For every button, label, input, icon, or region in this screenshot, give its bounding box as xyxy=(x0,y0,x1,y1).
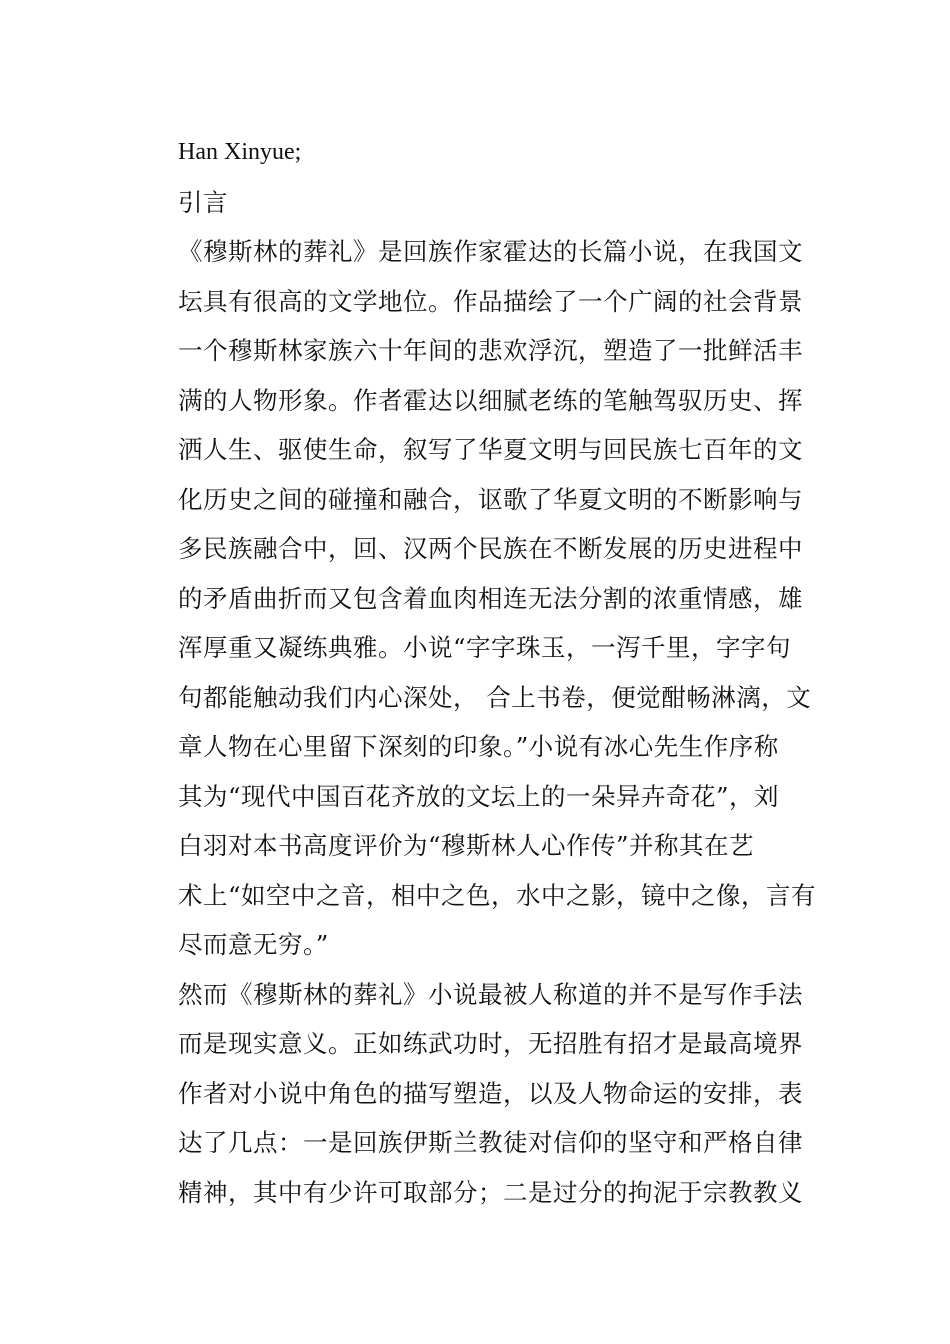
paragraph-2 xyxy=(178,970,818,1218)
paragraph-line: 满的人物形象。作者霍达以细腻老练的笔触驾驭历史、挥 xyxy=(178,385,803,415)
paragraph-line: 达了几点：一是回族伊斯兰教徒对信仰的坚守和严格自律 xyxy=(178,1128,803,1157)
section-title: 引言 xyxy=(178,187,228,217)
author-name: Han Xinyue; xyxy=(178,139,302,165)
paragraph-line: 多民族融合中，回、汉两个民族在不断发展的历史进程中 xyxy=(178,534,803,563)
paragraph-line: 精神，其中有少许可取部分；二是过分的拘泥于宗教教义 xyxy=(178,1177,803,1207)
paragraph-line: 句都能触动我们内心深处， 合上书卷，便觉酣畅淋漓，文 xyxy=(178,682,812,712)
paragraph-line: 的矛盾曲折而又包含着血肉相连无法分割的浓重情感，雄 xyxy=(178,583,803,613)
paragraph-1 xyxy=(178,227,818,970)
paragraph-line: 而是现实意义。正如练武功时，无招胜有招才是最高境界 xyxy=(178,1029,803,1058)
paragraph-line: 尽而意无穷。” xyxy=(178,930,329,959)
paragraph-line: 坛具有很高的文学地位。作品描绘了一个广阔的社会背景 xyxy=(178,286,803,316)
document-body xyxy=(178,128,818,1217)
paragraph-line: 化历史之间的碰撞和融合，讴歌了华夏文明的不断影响与 xyxy=(178,484,803,514)
paragraph-line: 然而《穆斯林的葬礼》小说最被人称道的并不是写作手法 xyxy=(178,979,803,1009)
paragraph-line: 术上“如空中之音，相中之色，水中之影，镜中之像，言有 xyxy=(178,880,817,910)
paragraph-line: 浑厚重又凝练典雅。小说“字字珠玉，一泻千里，字字句 xyxy=(178,633,792,662)
paragraph-line: 《穆斯林的葬礼》是回族作家霍达的长篇小说，在我国文 xyxy=(178,237,803,266)
paragraph-line: 其为“现代中国百花齐放的文坛上的一朵异卉奇花”，刘 xyxy=(178,781,780,811)
paragraph-line: 洒人生、驱使生命，叙写了华夏文明与回民族七百年的文 xyxy=(178,435,803,464)
paragraph-line: 一个穆斯林家族六十年间的悲欢浮沉，塑造了一批鲜活丰 xyxy=(178,336,803,365)
paragraph-line: 作者对小说中角色的描写塑造，以及人物命运的安排，表 xyxy=(178,1078,803,1108)
paragraph-line: 白羽对本书高度评价为“穆斯林人心作传”并称其在艺 xyxy=(178,831,755,860)
paragraph-line: 章人物在心里留下深刻的印象。”小说有冰心先生作序称 xyxy=(178,732,779,761)
